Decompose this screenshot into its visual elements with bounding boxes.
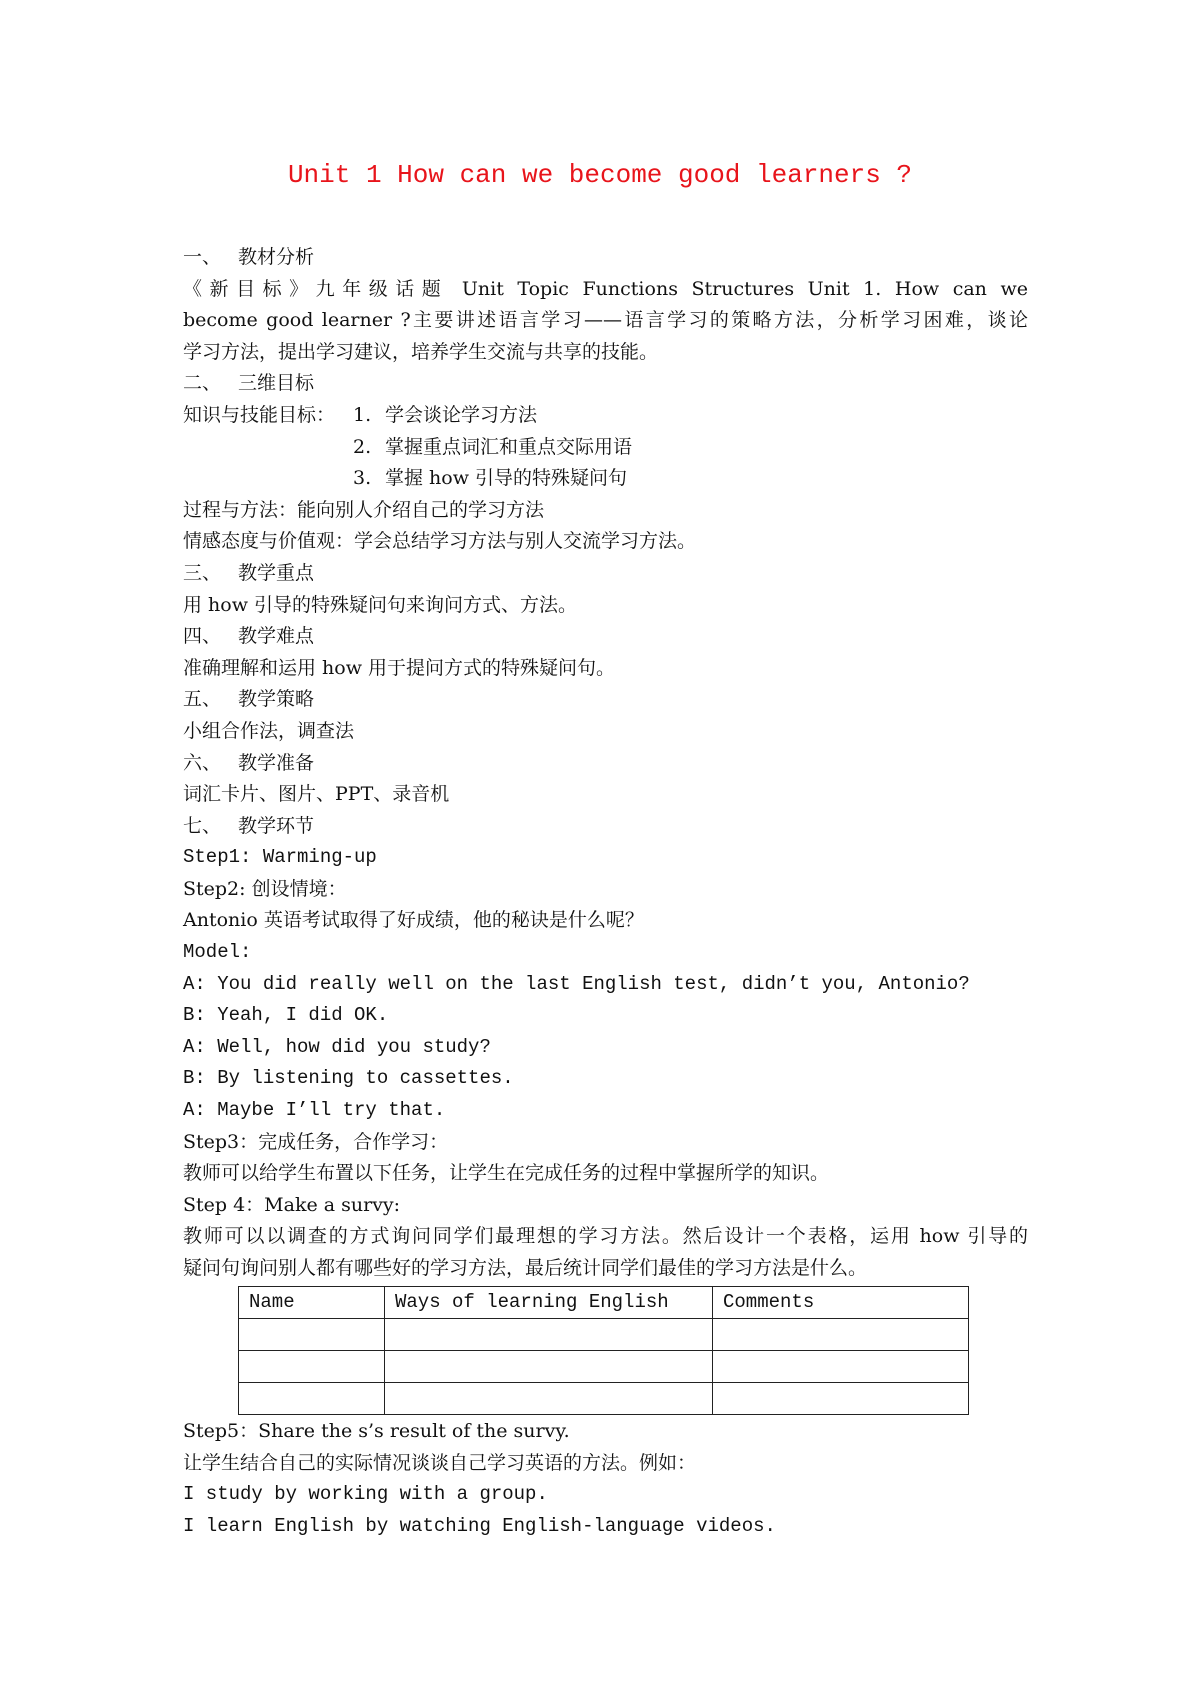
paragraph-line: 《新目标》九年级话题 Unit Topic Functions Structures Unit 1. How can we	[183, 277, 1028, 300]
table-row	[239, 1383, 969, 1415]
table-cell	[713, 1351, 969, 1383]
paragraph-line: 让学生结合自己的实际情况谈谈自己学习英语的方法。例如：	[183, 1451, 697, 1474]
paragraph-line: Antonio 英语考试取得了好成绩，他的秘诀是什么呢？	[183, 909, 644, 932]
table-cell	[385, 1383, 713, 1415]
example-line: I study by working with a group.	[183, 1483, 548, 1506]
table-header-name: Name	[239, 1286, 385, 1319]
dialog-line: A: Well, how did you study?	[183, 1035, 491, 1058]
survey-table	[238, 1286, 969, 1416]
goal-item: 3. 掌握 how 引导的特殊疑问句	[353, 467, 628, 490]
paragraph-line: 词汇卡片、图片、PPT、录音机	[183, 783, 450, 806]
section-heading-2: 二、 三维目标	[183, 372, 315, 395]
paragraph-line: 学习方法，提出学习建议，培养学生交流与共享的技能。	[183, 340, 659, 363]
paragraph-line: 准确理解和运用 how 用于提问方式的特殊疑问句。	[183, 656, 616, 679]
step-3: Step3：完成任务，合作学习：	[183, 1130, 449, 1153]
step-2: Step2: 创设情境：	[183, 877, 347, 900]
paragraph-line: 教师可以给学生布置以下任务，让学生在完成任务的过程中掌握所学的知识。	[183, 1162, 830, 1185]
table-header-comments: Comments	[713, 1286, 969, 1319]
table-cell	[385, 1351, 713, 1383]
paragraph-line: become good learner ?主要讲述语言学习——语言学习的策略方法，分析学习困难，谈论	[183, 309, 1028, 332]
emotion-goal: 情感态度与价值观：学会总结学习方法与别人交流学习方法。	[183, 530, 697, 553]
step-5: Step5：Share the s’s result of the survy.	[183, 1420, 570, 1443]
table-cell	[239, 1319, 385, 1351]
paragraph-line: 小组合作法，调查法	[183, 719, 355, 742]
table-row	[239, 1351, 969, 1383]
table-cell	[385, 1319, 713, 1351]
dialog-line: B: By listening to cassettes.	[183, 1067, 514, 1090]
example-line: I learn English by watching English-language videos.	[183, 1514, 776, 1537]
dialog-line: A: Maybe I’ll try that.	[183, 1099, 446, 1122]
step-4: Step 4：Make a survy:	[183, 1193, 401, 1216]
table-row	[239, 1319, 969, 1351]
process-goal: 过程与方法：能向别人介绍自己的学习方法	[183, 498, 545, 521]
section-heading-1: 一、 教材分析	[183, 246, 315, 268]
table-header-row	[239, 1286, 969, 1319]
section-heading-7: 七、 教学环节	[183, 814, 315, 837]
section-heading-4: 四、 教学难点	[183, 625, 315, 648]
document-body	[183, 242, 1028, 1543]
goal-item: 2. 掌握重点词汇和重点交际用语	[353, 435, 633, 458]
section-heading-5: 五、 教学策略	[183, 688, 315, 711]
table-header-ways: Ways of learning English	[385, 1286, 713, 1319]
document-title: Unit 1 How can we become good learners ?	[287, 160, 913, 190]
step-1: Step1: Warming-up	[183, 846, 377, 869]
section-heading-3: 三、 教学重点	[183, 561, 315, 584]
paragraph-line: 用 how 引导的特殊疑问句来询问方式、方法。	[183, 593, 578, 616]
goal-item: 知识与技能目标： 1. 学会谈论学习方法	[183, 403, 538, 426]
paragraph-line: 疑问句询问别人都有哪些好的学习方法，最后统计同学们最佳的学习方法是什么。	[183, 1257, 868, 1279]
table-cell	[713, 1383, 969, 1415]
model-label: Model:	[183, 941, 252, 964]
table-cell	[713, 1319, 969, 1351]
section-heading-6: 六、 教学准备	[183, 751, 315, 774]
dialog-line: B: Yeah, I did OK.	[183, 1004, 389, 1027]
paragraph-line: 教师可以以调查的方式询问同学们最理想的学习方法。然后设计一个表格，运用 how 引导的	[183, 1225, 1028, 1248]
table-cell	[239, 1351, 385, 1383]
dialog-line: A: You did really well on the last English test, didn’t you, Antonio?	[183, 972, 970, 995]
table-cell	[239, 1383, 385, 1415]
